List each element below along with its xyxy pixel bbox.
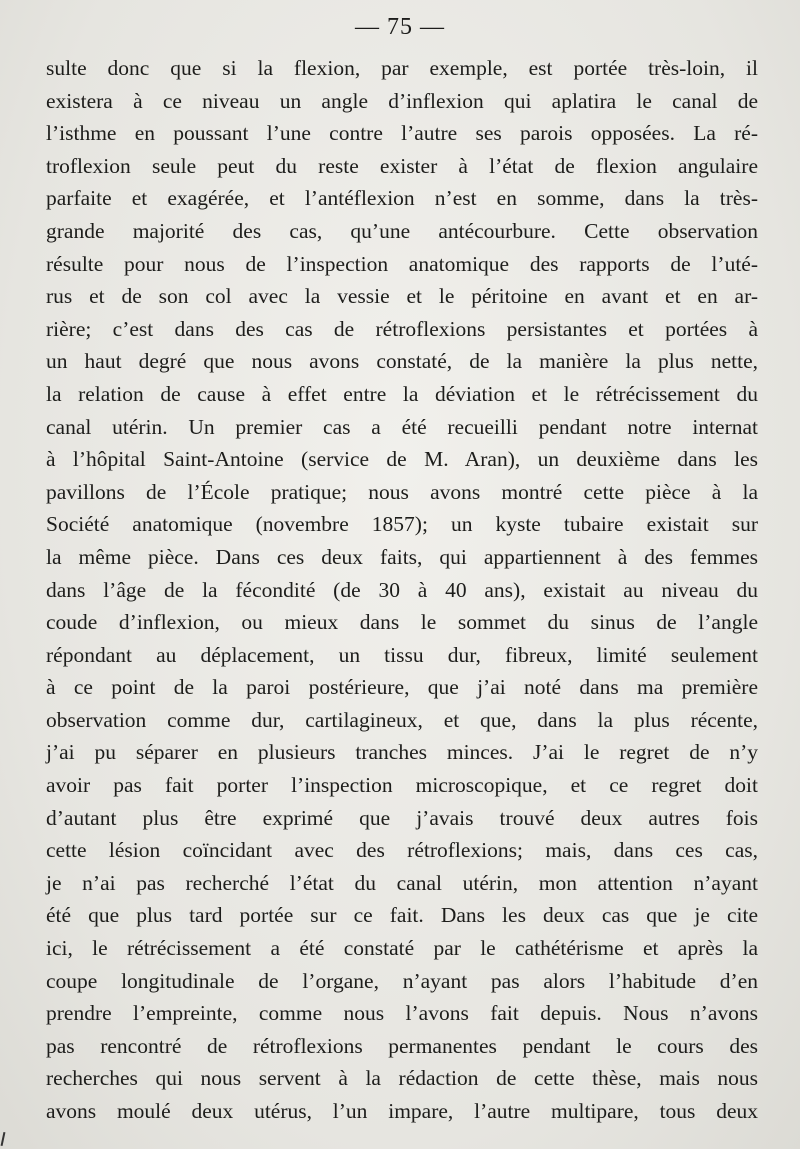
text-line: canal utérin. Un premier cas a été recueilli pendant notre internat (46, 414, 758, 439)
body-text (46, 52, 758, 1128)
page-edge-mark (1, 1132, 6, 1146)
text-line: à ce point de la paroi postérieure, que j’ai noté dans ma première (46, 675, 758, 700)
text-line: à l’hôpital Saint-Antoine (service de M. Aran), un deuxième dans les (46, 447, 758, 472)
text-line: la même pièce. Dans ces deux faits, qui appartiennent à des femmes (46, 544, 758, 569)
text-line: pavillons de l’École pratique; nous avons montré cette pièce à la (46, 479, 758, 504)
text-line: je n’ai pas recherché l’état du canal utérin, mon attention n’ayant (46, 870, 758, 895)
text-line: répondant au déplacement, un tissu dur, fibreux, limité seulement (46, 642, 758, 667)
text-line: d’autant plus être exprimé que j’avais trouvé deux autres fois (46, 805, 758, 830)
text-line: observation comme dur, cartilagineux, et que, dans la plus récente, (46, 707, 758, 732)
text-line: dans l’âge de la fécondité (de 30 à 40 ans), existait au niveau du (46, 577, 758, 602)
text-line: cette lésion coïncidant avec des rétroflexions; mais, dans ces cas, (46, 838, 758, 863)
text-line: ici, le rétrécissement a été constaté par le cathétérisme et après la (46, 936, 758, 961)
text-line: un haut degré que nous avons constaté, de la manière la plus nette, (46, 349, 758, 374)
text-line: coude d’inflexion, ou mieux dans le sommet du sinus de l’angle (46, 610, 758, 635)
text-line: été que plus tard portée sur ce fait. Dans les deux cas que je cite (46, 903, 758, 928)
text-line: recherches qui nous servent à la rédaction de cette thèse, mais nous (46, 1066, 758, 1091)
text-line: résulte pour nous de l’inspection anatomique des rapports de l’uté- (46, 251, 758, 276)
text-line: troflexion seule peut du reste exister à l’état de flexion angulaire (46, 153, 758, 178)
text-line: coupe longitudinale de l’organe, n’ayant pas alors l’habitude d’en (46, 968, 758, 993)
text-line: Société anatomique (novembre 1857); un kyste tubaire existait sur (46, 512, 758, 537)
text-line: prendre l’empreinte, comme nous l’avons fait depuis. Nous n’avons (46, 1001, 758, 1026)
text-line: rus et de son col avec la vessie et le péritoine en avant et en ar- (46, 284, 758, 309)
text-line: avoir pas fait porter l’inspection microscopique, et ce regret doit (46, 773, 758, 798)
text-line: existera à ce niveau un angle d’inflexion qui aplatira le canal de (46, 88, 758, 113)
text-line: la relation de cause à effet entre la déviation et le rétrécissement du (46, 381, 758, 406)
text-line: l’isthme en poussant l’une contre l’autre ses parois opposées. La ré- (46, 121, 758, 146)
text-line: parfaite et exagérée, et l’antéflexion n’est en somme, dans la très- (46, 186, 758, 211)
text-line: avons moulé deux utérus, l’un impare, l’autre multipare, tous deux (46, 1099, 758, 1123)
page-number: — 75 — (355, 14, 445, 40)
text-line: rière; c’est dans des cas de rétroflexions persistantes et portées à (46, 316, 758, 341)
text-line: pas rencontré de rétroflexions permanentes pendant le cours des (46, 1033, 758, 1058)
text-line: j’ai pu séparer en plusieurs tranches minces. J’ai le regret de n’y (46, 740, 758, 765)
text-line: grande majorité des cas, qu’une antécourbure. Cette observation (46, 218, 758, 243)
text-line: sulte donc que si la flexion, par exemple, est portée très-loin, il (46, 56, 758, 80)
